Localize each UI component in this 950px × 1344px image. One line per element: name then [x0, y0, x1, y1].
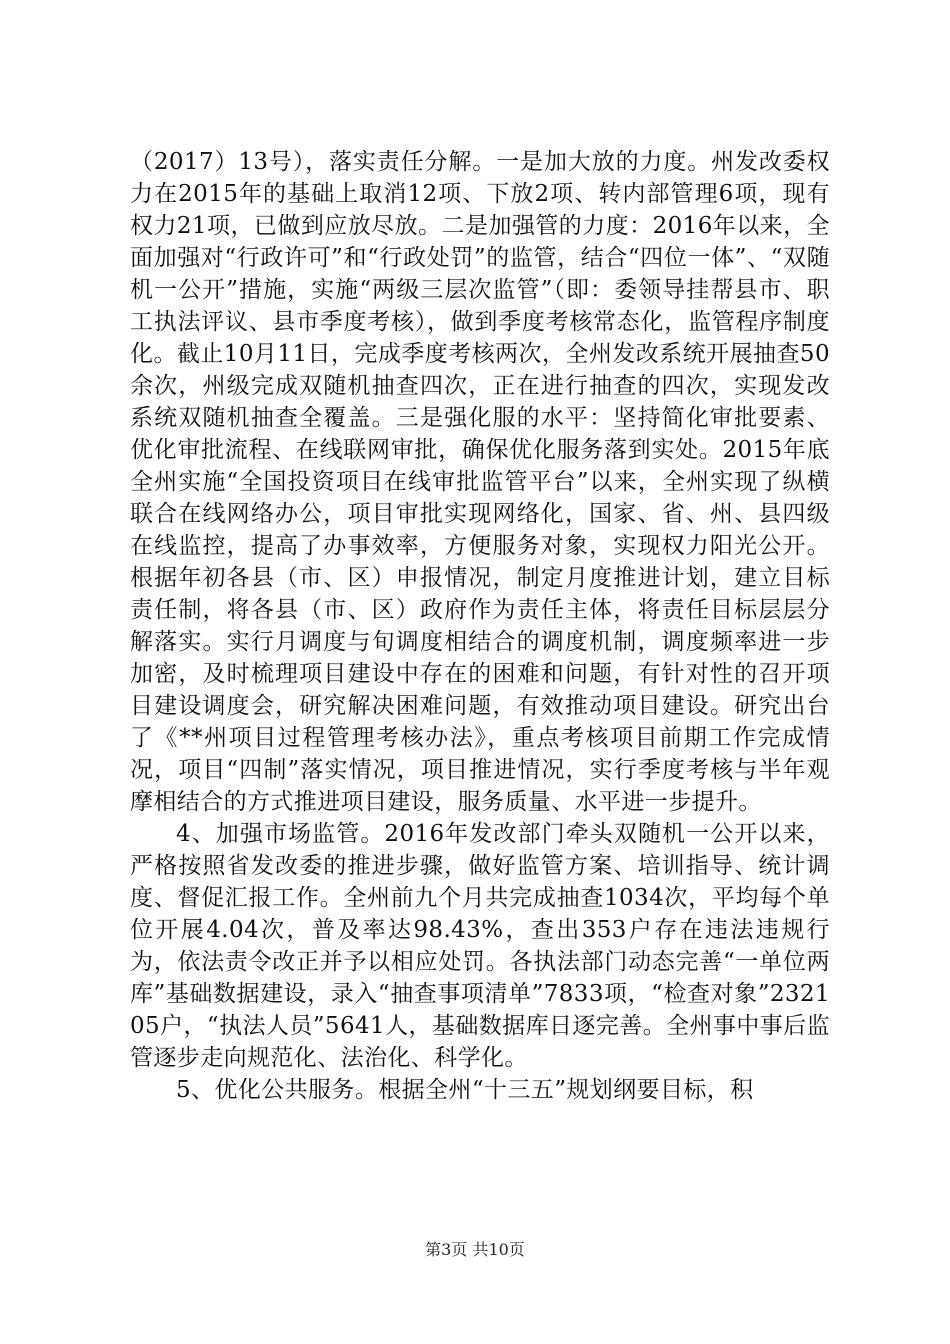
document-body [130, 146, 830, 1106]
page-number-footer: 第3页 共10页 [425, 1240, 525, 1259]
paragraph-2: 4、加强市场监管。2016年发改部门牵头双随机一公开以来，严格按照省发改委的推进步骤，做好监管方案、培训指导、统计调度、督促汇报工作。全州前九个月共完成抽查1034次，平均每个单位开展4.04次，普及率达98.43%，查出353户存在违法违规行为，依法责令改正并予以相应处罚。各执法部门动态完善“一单位两库”基础数据建设，录入“抽查事项清单”7833项，“检查对象”232105户，“执法人员”5641人，基础数据库日逐完善。全州事中事后监管逐步走向规范化、法治化、科学化。 [130, 821, 830, 1071]
paragraph-3: 5、优化公共服务。根据全州“十三五”规划纲要目标，积 [176, 1077, 754, 1103]
paragraph-1: （2017）13号），落实责任分解。一是加大放的力度。州发改委权力在2015年的基础上取消12项、下放2项、转内部管理6项，现有权力21项，已做到应放尽放。二是加强管的力度：2016年以来，全面加强对“行政许可”和“行政处罚”的监管，结合“四位一体”、“双随机一公开”措施，实施“两级三层次监管”（即：委领导挂帮县市、职工执法评议、县市季度考核），做到季度考核常态化，监管程序制度化。截止10月11日，完成季度考核两次，全州发改系统开展抽查50余次，州级完成双随机抽查四次，正在进行抽查的四次，实现发改系统双随机抽查全覆盖。三是强化服的水平：坚持简化审批要素、优化审批流程、在线联网审批，确保优化服务落到实处。2015年底全州实施“全国投资项目在线审批监管平台”以来，全州实现了纵横联合在线网络办公，项目审批实现网络化，国家、省、州、县四级在线监控，提高了办事效率，方便服务对象，实现权力阳光公开。根据年初各县（市、区）申报情况，制定月度推进计划，建立目标责任制，将各县（市、区）政府作为责任主体，将责任目标层层分解落实。实行月调度与旬调度相结合的调度机制，调度频率进一步加密，及时梳理项目建设中存在的困难和问题，有针对性的召开项目建设调度会，研究解决困难问题，有效推动项目建设。研究出台了《**州项目过程管理考核办法》，重点考核项目前期工作完成情况，项目“四制”落实情况，项目推进情况，实行季度考核与半年观摩相结合的方式推进项目建设，服务质量、水平进一步提升。 [130, 149, 830, 815]
